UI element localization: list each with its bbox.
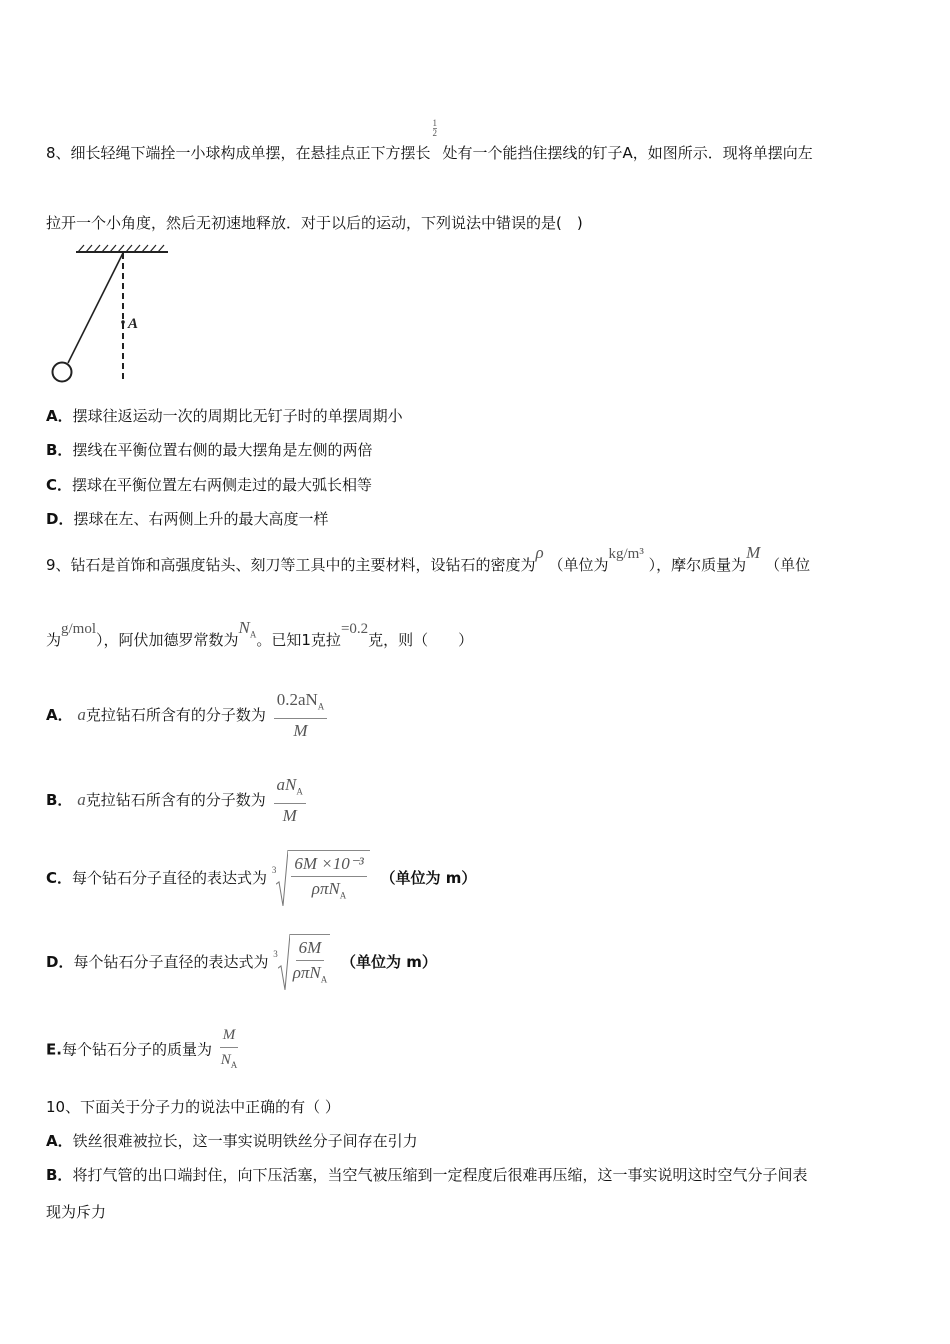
q9-line2 xyxy=(46,618,474,656)
q9-text: 为 xyxy=(46,631,62,649)
root-index: 3 xyxy=(273,949,278,959)
cube-root xyxy=(273,934,330,991)
option-label: B． xyxy=(46,441,73,459)
sub-a: A xyxy=(339,890,347,901)
sub-a: A xyxy=(249,629,257,640)
q8-half-fraction xyxy=(433,119,438,138)
option-label: B． xyxy=(46,791,73,810)
option-text: 摆球往返运动一次的周期比无钉子时的单摆周期小 xyxy=(72,407,403,425)
carat-value: =0.2 xyxy=(340,621,369,637)
q9-option-b xyxy=(46,775,309,826)
fraction xyxy=(220,1025,239,1075)
frac-den: 2 xyxy=(432,128,438,138)
q8-option-b xyxy=(46,440,372,460)
sub-a: A xyxy=(296,786,303,797)
option-label: B． xyxy=(46,1166,73,1184)
denominator: ρπN xyxy=(292,962,321,982)
q10-title: 10、下面关于分子力的说法中正确的有（ ） xyxy=(46,1098,340,1116)
numerator: 6M xyxy=(298,937,322,957)
sub-a: A xyxy=(317,701,325,712)
variable-a: a xyxy=(77,705,86,725)
unit-note: （单位为 m） xyxy=(341,953,437,971)
variable-a: a xyxy=(77,790,86,810)
radical-icon xyxy=(278,934,290,991)
sub-a: A xyxy=(230,1060,238,1070)
q10-option-b xyxy=(46,1165,807,1185)
rho-symbol: ρ xyxy=(535,543,544,562)
denominator: M xyxy=(282,806,297,826)
fraction xyxy=(291,854,366,905)
option-label: A． xyxy=(46,407,73,425)
unit-note: （单位为 m） xyxy=(380,869,477,887)
q9-line1 xyxy=(46,543,811,576)
option-text: 克拉钻石所含有的分子数为 xyxy=(85,706,266,725)
option-text: 摆球在左、右两侧上升的最大高度一样 xyxy=(73,510,329,528)
q8-text: 8、细长轻绳下端拴一小球构成单摆，在悬挂点正下方摆长 xyxy=(46,144,431,162)
option-text: 每个钻石分子直径的表达式为 xyxy=(72,869,268,887)
sub-a: A xyxy=(320,974,328,985)
q8-option-d xyxy=(46,509,328,529)
root-index: 3 xyxy=(271,865,277,875)
option-label: D． xyxy=(46,510,74,528)
option-label: A． xyxy=(46,1132,73,1150)
denominator: N xyxy=(220,1052,231,1068)
q10-option-a xyxy=(46,1131,418,1151)
q8-line1 xyxy=(46,118,813,163)
option-text: 将打气管的出口端封住，向下压活塞，当空气被压缩到一定程度后很难再压缩，这一事实说明这时空气分子间表 xyxy=(72,1166,808,1184)
q8-line2: 拉开一个小角度，然后无初速地释放．对于以后的运动，下列说法中错误的是( ) xyxy=(46,214,583,232)
q9-option-d xyxy=(46,934,437,991)
nail-label: A xyxy=(128,316,139,332)
q9-text: （单位为 xyxy=(548,556,609,574)
option-text: 每个钻石分子直径的表达式为 xyxy=(73,953,269,971)
numerator: 6M ×10⁻³ xyxy=(294,853,364,873)
molar-mass-symbol: M xyxy=(746,543,761,562)
q8-option-c xyxy=(46,475,372,495)
option-label: D． xyxy=(46,953,74,971)
q8-text: 处有一个能挡住摆线的钉子A，如图所示．现将单摆向左 xyxy=(442,144,813,162)
numerator: M xyxy=(222,1027,236,1043)
option-label: A． xyxy=(46,706,73,725)
q8-option-a xyxy=(46,406,403,426)
n-symbol: N xyxy=(238,618,250,637)
fraction xyxy=(293,938,328,989)
fraction xyxy=(274,775,306,826)
q9-text: ），阿伏加德罗常数为 xyxy=(96,631,239,649)
option-label: C． xyxy=(46,476,73,494)
numerator: aN xyxy=(276,775,297,794)
pendulum-string xyxy=(68,253,123,363)
q8-half-fraction-anchor xyxy=(431,118,443,158)
fraction xyxy=(274,690,328,741)
option-label: E. xyxy=(46,1040,62,1059)
q9-option-a xyxy=(46,690,330,741)
pendulum-ball xyxy=(53,363,72,382)
avogadro-symbol xyxy=(238,618,257,640)
radical-icon xyxy=(276,850,288,907)
numerator: 0.2aN xyxy=(276,690,318,709)
q9-text: 9、钻石是首饰和高强度钻头、刻刀等工具中的主要材料，设钻石的密度为 xyxy=(46,556,536,574)
denominator: M xyxy=(293,721,308,741)
pendulum-figure xyxy=(44,244,174,389)
q9-option-e xyxy=(46,1025,241,1075)
denominator: ρπN xyxy=(311,878,340,898)
molar-unit: g/mol xyxy=(61,621,97,637)
option-label: C． xyxy=(46,869,73,887)
ceiling-hatch xyxy=(78,245,164,252)
q9-text: （单位 xyxy=(765,556,811,574)
option-text: 克拉钻石所含有的分子数为 xyxy=(85,791,266,810)
option-text: 每个钻石分子的质量为 xyxy=(61,1040,212,1059)
option-text: 摆线在平衡位置右侧的最大摆角是左侧的两倍 xyxy=(72,441,373,459)
q9-option-c xyxy=(46,850,476,907)
q9-text: 克，则（ ） xyxy=(368,631,474,649)
option-text: 铁丝很难被拉长，这一事实说明铁丝分子间存在引力 xyxy=(72,1132,418,1150)
frac-num: 1 xyxy=(432,118,438,128)
q9-text: ），摩尔质量为 xyxy=(648,556,747,574)
q9-text: 。已知1克拉 xyxy=(256,631,341,649)
density-unit: kg/m³ xyxy=(608,546,644,562)
q10-option-b-continued: 现为斥力 xyxy=(46,1203,107,1221)
nail-a xyxy=(121,320,125,324)
cube-root xyxy=(272,850,370,907)
option-text: 摆球在平衡位置左右两侧走过的最大弧长相等 xyxy=(72,476,373,494)
